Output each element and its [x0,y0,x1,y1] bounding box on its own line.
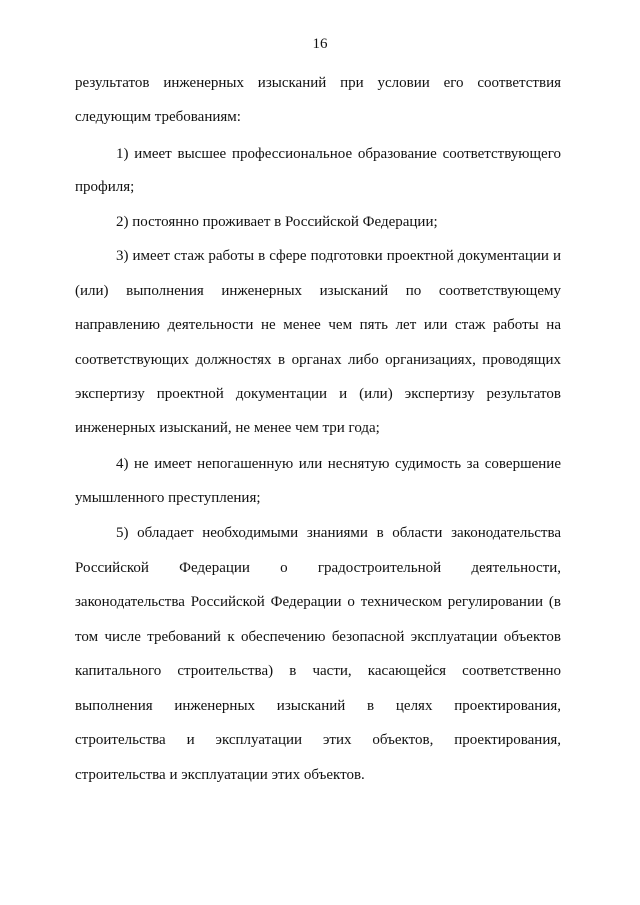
paragraph-line: строительства и эксплуатации этих объектов. [75,767,365,783]
paragraph-line: Российской Федерации о градостроительной деятельности, [75,560,561,576]
paragraph-line: 5) обладает необходимыми знаниями в области законодательства [116,525,561,541]
paragraph-line: (или) выполнения инженерных изысканий по соответствующему [75,283,561,299]
paragraph-line: результатов инженерных изысканий при условии его соответствия [75,75,561,91]
paragraph-line: законодательства Российской Федерации о техническом регулировании (в [75,594,561,610]
paragraph-line: 2) постоянно проживает в Российской Федерации; [116,214,438,230]
paragraph-line: соответствующих должностях в органах либо организациях, проводящих [75,352,561,368]
paragraph-line: профиля; [75,179,135,195]
paragraph-line: том числе требований к обеспечению безопасной эксплуатации объектов [75,629,561,645]
paragraph-line: 1) имеет высшее профессиональное образование соответствующего [116,146,561,162]
paragraph-line: следующим требованиям: [75,109,241,125]
paragraph-line: выполнения инженерных изысканий в целях проектирования, [75,698,561,714]
page-number: 16 [312,36,328,52]
paragraph-line: 4) не имеет непогашенную или неснятую судимость за совершение [116,456,561,472]
paragraph-line: экспертизу проектной документации и (или) экспертизу результатов [75,386,561,402]
paragraph-line: строительства и эксплуатации этих объектов, проектирования, [75,732,561,748]
paragraph-line: направлению деятельности не менее чем пять лет или стаж работы на [75,317,561,333]
paragraph-line: инженерных изысканий, не менее чем три года; [75,420,380,436]
paragraph-line: капитального строительства) в части, касающейся соответственно [75,663,561,679]
paragraph-line: 3) имеет стаж работы в сфере подготовки проектной документации и [116,248,561,264]
paragraph-line: умышленного преступления; [75,490,261,506]
